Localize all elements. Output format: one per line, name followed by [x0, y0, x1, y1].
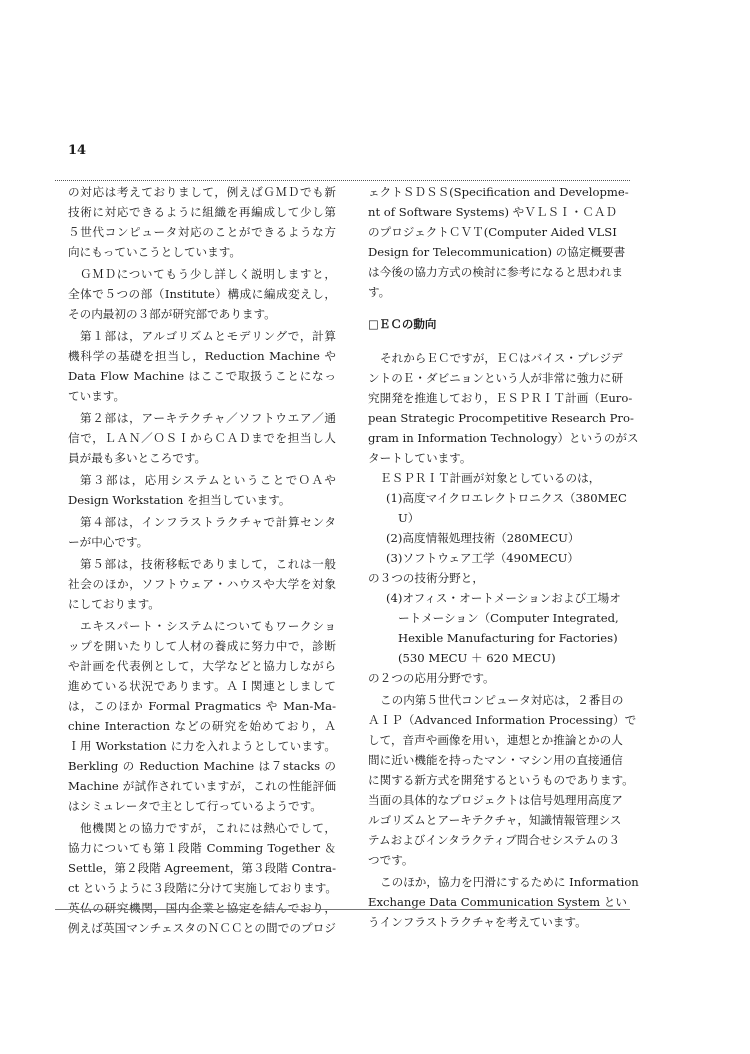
- text-line: 他機関との協力ですが，これには熱心でして，: [80, 821, 336, 835]
- text-line: 第１部は，アルゴリズムとモデリングで，計算: [80, 329, 336, 343]
- text-line: 当面の具体的なプロジェクトは信号処理用高度ア: [368, 793, 623, 807]
- text-line: ＥＳＰＲＩＴ計画が対象としているのは，: [380, 471, 601, 485]
- text-line: は今後の協力方式の検討に参考になると思われま: [368, 265, 624, 279]
- text-line: 全体で５つの部（Institute）構成に編成変えし，: [68, 287, 336, 301]
- text-line: ルゴリズムとアーキテクチャ，知識情報管理シス: [368, 813, 622, 827]
- text-line: (2)高度情報処理技術（280MECU）: [386, 531, 580, 545]
- text-line: それからＥＣですが，ＥＣはバイス・プレジデ: [380, 351, 623, 365]
- text-line: ーが中心です。: [68, 535, 149, 549]
- text-line: ct というように３段階に分けて実施しております。: [68, 881, 337, 895]
- text-line: Machine が試作されていますが，これの性能評価: [68, 779, 336, 793]
- text-line: 技術に対応できるように組織を再編成して少し第: [68, 205, 336, 219]
- text-line: す。: [368, 285, 391, 299]
- text-line: 機科学の基礎を担当し，Reduction Machine や: [68, 349, 336, 363]
- text-line: ＡＩＰ（Advanced Information Processing）で: [368, 713, 637, 727]
- text-line: Settle，第２段階 Agreement，第３段階 Contra-: [68, 861, 336, 875]
- text-line: Exchange Data Communication System とい: [368, 895, 627, 909]
- text-line: chine Interaction などの研究を始めており，Ａ: [68, 719, 336, 733]
- text-line: この内第５世代コンピュータ対応は，２番目の: [380, 693, 624, 707]
- text-line: 信で，ＬＡＮ／ＯＳＩからＣＡＤまでを担当し人: [68, 431, 336, 445]
- text-line: エキスパート・システムについてもワークショ: [80, 619, 336, 633]
- text-line: ップを開いたりして人材の養成に努力中で，診断: [68, 639, 336, 653]
- left-column: [68, 182, 336, 938]
- text-line: 英仏の研究機関，国内企業と協定を結んでおり，: [68, 901, 336, 915]
- text-line: 社会のほか，ソフトウェア・ハウスや大学を対象: [68, 577, 336, 591]
- text-line: の３つの技術分野と，: [368, 571, 484, 585]
- text-line: 進めている状況であります。ＡＩ関連としまして: [68, 679, 336, 693]
- text-line: の２つの応用分野です。: [368, 671, 495, 685]
- header-rule: [55, 180, 630, 181]
- text-line: のプロジェクトＣＶＴ(Computer Aided VLSI: [368, 225, 617, 239]
- text-line: Ｉ用 Workstation に力を入れようとしています。: [68, 739, 336, 753]
- text-line: 第５部は，技術移転でありまして，これは一般: [80, 557, 336, 571]
- text-line: はシミュレータで主として行っているようです。: [68, 799, 322, 813]
- text-line: ントのＥ・ダビニョンという人が非常に強力に研: [368, 371, 624, 385]
- page-number: 14: [68, 143, 87, 158]
- text-line: ＧＭＤについてもう少し詳しく説明しますと，: [80, 267, 336, 281]
- right-column-top: [368, 182, 629, 302]
- text-line: (4)オフィス・オートメーションおよび工場オ: [386, 591, 621, 605]
- text-line: pean Strategic Procompetitive Research Pro-: [368, 411, 634, 425]
- text-line: 第４部は，インフラストラクチャで計算センタ: [80, 515, 336, 529]
- text-line: は，このほか Formal Pragmatics や Man-Ma-: [68, 699, 336, 713]
- text-line: の対応は考えておりまして，例えばＧＭＤでも新: [68, 185, 336, 199]
- text-line: このほか，協力を円滑にするために Information: [380, 875, 639, 889]
- text-line: Design for Telecommunication) の協定概要書: [368, 245, 626, 259]
- text-line: 間に近い機能を持ったマン・マシン用の直接通信: [368, 753, 623, 767]
- right-column-bottom: [368, 348, 639, 932]
- text-line: (1)高度マイクロエレクトロニクス（380MEC: [386, 491, 627, 505]
- text-line: (530 MECU ＋ 620 MECU): [398, 651, 556, 665]
- text-line: nt of Software Systems) やＶＬＳＩ・ＣＡＤ: [368, 205, 618, 219]
- text-line: Design Workstation を担当しています。: [68, 493, 291, 507]
- text-line: Data Flow Machine はここで取扱うことになっ: [68, 369, 336, 383]
- text-line: して，音声や画像を用い，連想とか推論とかの人: [368, 733, 623, 747]
- text-line: ています。: [68, 389, 126, 403]
- text-line: や計画を代表例として，大学などと協力しながら: [68, 659, 336, 673]
- text-line: 協力についても第１段階 Comming Together ＆: [68, 841, 336, 855]
- text-line: 究開発を推進しており，ＥＳＰＲＩＴ計画（Euro-: [368, 391, 633, 405]
- footer-rule: [55, 909, 630, 910]
- text-line: にしております。: [68, 597, 160, 611]
- text-line: つです。: [368, 853, 414, 867]
- text-line: Hexible Manufacturing for Factories): [398, 631, 618, 645]
- section-heading: □ＥＣの動向: [368, 317, 437, 331]
- text-line: ５世代コンピュータ対応のことができるような方: [68, 225, 336, 239]
- text-line: 第３部は，応用システムということでＯＡや: [80, 473, 336, 487]
- text-line: うインフラストラクチャを考えています。: [368, 915, 587, 929]
- text-line: gram in Information Technology）というのがス: [368, 431, 639, 445]
- text-line: 例えば英国マンチェスタのＮＣＣとの間でのプロジ: [68, 921, 336, 935]
- text-line: タートしています。: [368, 451, 472, 465]
- text-line: テムおよびインタラクティブ問合せシステムの３: [368, 833, 620, 847]
- text-line: 員が最も多いところです。: [68, 451, 207, 465]
- text-line: ートメーション（Computer Integrated,: [398, 611, 619, 625]
- text-line: (3)ソフトウェア工学（490MECU）: [386, 551, 580, 565]
- text-line: ェクトＳＤＳＳ(Specification and Developme-: [368, 185, 629, 199]
- right-column: [368, 182, 639, 932]
- text-line: その内最初の３部が研究部であります。: [68, 307, 276, 321]
- text-line: 向にもっていこうとしています。: [68, 245, 241, 259]
- text-line: U）: [398, 511, 420, 525]
- text-line: に関する新方式を開発するというものであります。: [368, 773, 634, 787]
- text-line: 第２部は，アーキテクチャ／ソフトウエア／通: [80, 411, 336, 425]
- text-line: Berkling の Reduction Machine は７stacks の: [68, 759, 336, 773]
